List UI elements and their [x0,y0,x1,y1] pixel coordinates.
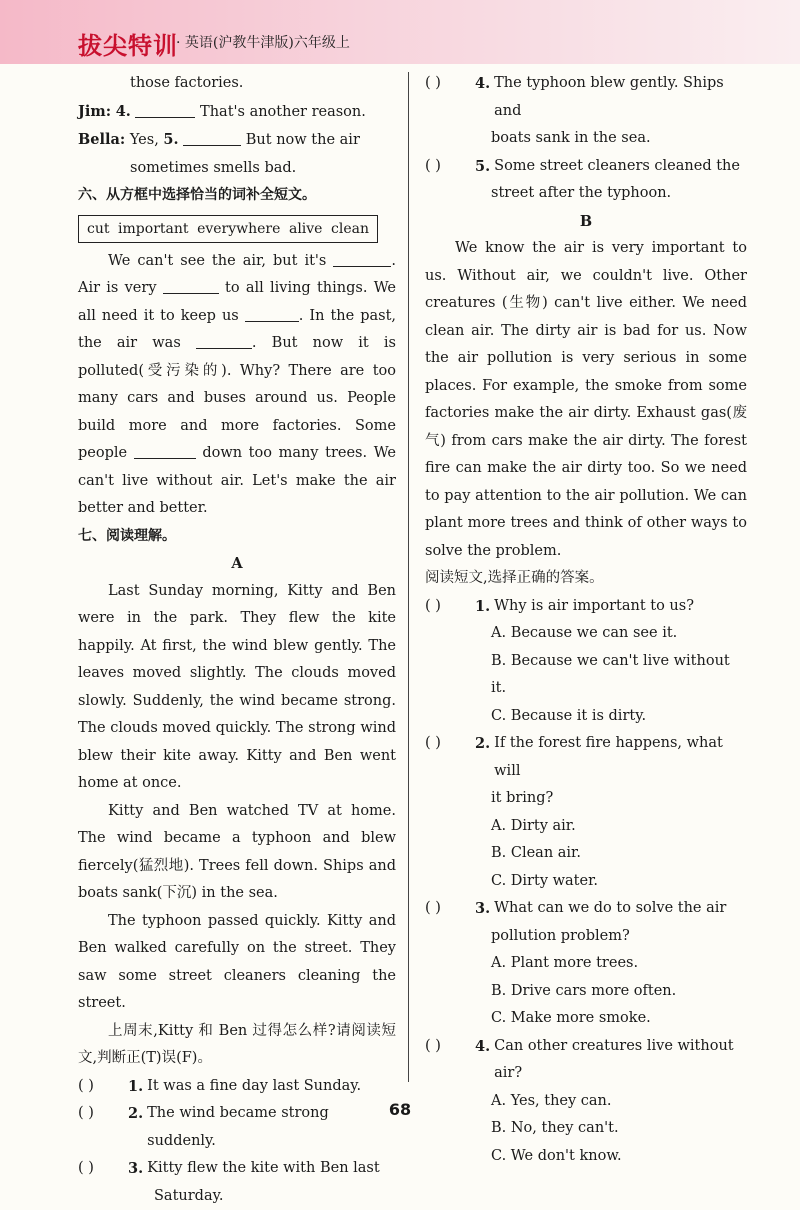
mc-question: ( ) 2. If the forest fire happens, what will [425,730,747,785]
answer-parens[interactable]: ( ) [425,895,475,923]
tf-question: ( ) 4. The typhoon blew gently. Ships and [425,70,747,125]
word-option: everywhere [197,216,280,242]
mc-question: ( ) 4. Can other creatures live without air? [425,1033,747,1088]
mc-option: A. Because we can see it. [425,620,747,648]
brand-title: 拔尖特训 [78,26,178,61]
mc-option: A. Plant more trees. [425,950,747,978]
word-option: alive [289,216,323,242]
answer-parens[interactable]: ( ) [78,1100,128,1155]
tf-question: ( ) 1. It was a fine day last Sunday. [78,1073,396,1101]
passage-b-label: B [425,208,747,236]
tf-question: ( ) 3. Kitty flew the kite with Ben last [78,1155,396,1183]
cloze-passage: We can't see the air, but it's . Air is very to all living things. We all need it to keep us . In the past, the air was . But now it is polluted(受污染的). Why? There are too many cars and buses around us. People build more and more factories. Some people down too many trees. We can't live without air. Let's make the air better and better. [78,248,396,523]
dialog-bella: Bella: Yes, 5. But now the air [78,126,396,155]
passage-a-para1: Last Sunday morning, Kitty and Ben were in the park. They flew the kite happily. At first, the wind blew gently. The leaves moved slightly. The clouds moved slowly. Suddenly, the wind became strong. The clouds moved quickly. The strong wind blew their kite away. Kitty and Ben went home at once. [78,578,396,798]
mc-option: C. Make more smoke. [425,1005,747,1033]
mc-option: B. No, they can't. [425,1115,747,1143]
tf-instruction: 上周末,Kitty 和 Ben 过得怎么样?请阅读短文,判断正(T)误(F)。 [78,1018,396,1073]
word-option: important [118,216,188,242]
book-subtitle: · 英语(沪教牛津版)六年级上 [176,32,350,52]
tf-question: ( ) 5. Some street cleaners cleaned the [425,153,747,181]
question-continuation: Saturday. [78,1183,396,1210]
dialog-jim: Jim: 4. That's another reason. [78,98,396,127]
answer-blank[interactable] [333,250,391,267]
answer-blank[interactable] [183,129,241,146]
answer-blank[interactable] [163,277,219,294]
tf-question: ( ) 2. The wind became strong suddenly. [78,1100,396,1155]
page-number: 68 [0,1100,800,1119]
mc-option: B. Clean air. [425,840,747,868]
page-header [0,0,800,64]
mc-option: B. Drive cars more often. [425,978,747,1006]
question-continuation: street after the typhoon. [425,180,747,208]
mc-option: C. We don't know. [425,1143,747,1171]
question-continuation: it bring? [425,785,747,813]
mc-option: C. Because it is dirty. [425,703,747,731]
dialog-line: those factories. [78,70,396,98]
passage-a-para2: Kitty and Ben watched TV at home. The wind became a typhoon and blew fiercely(猛烈地). Trees fell down. Ships and boats sank(下沉) in the sea. [78,798,396,908]
word-option: clean [331,216,369,242]
passage-a-para3: The typhoon passed quickly. Kitty and Ben walked carefully on the street. They saw some street cleaners cleaning the street. [78,908,396,1018]
word-box [78,215,378,243]
answer-parens[interactable]: ( ) [425,593,475,621]
section-7-title: 七、阅读理解。 [78,523,396,551]
answer-parens[interactable]: ( ) [425,70,475,125]
answer-parens[interactable]: ( ) [425,1033,475,1088]
mc-question: ( ) 1. Why is air important to us? [425,593,747,621]
mc-option: A. Dirty air. [425,813,747,841]
answer-blank[interactable] [196,332,252,349]
answer-parens[interactable]: ( ) [78,1073,128,1101]
dialog-line: sometimes smells bad. [78,155,396,183]
column-divider [408,72,409,1082]
answer-parens[interactable]: ( ) [78,1155,128,1183]
answer-parens[interactable]: ( ) [425,730,475,785]
mc-instruction: 阅读短文,选择正确的答案。 [425,565,747,593]
right-column [425,70,747,1170]
mc-question: ( ) 3. What can we do to solve the air [425,895,747,923]
mc-option: C. Dirty water. [425,868,747,896]
question-continuation: pollution problem? [425,923,747,951]
answer-blank[interactable] [135,101,195,118]
answer-parens[interactable]: ( ) [425,153,475,181]
word-option: cut [87,216,109,242]
left-column [78,70,396,1210]
answer-blank[interactable] [134,442,196,459]
answer-blank[interactable] [245,305,299,322]
section-6-title: 六、从方框中选择恰当的词补全短文。 [78,182,396,210]
passage-b: We know the air is very important to us. Without air, we couldn't live. Other creatures (生物) can't live either. We need clean air. The dirty air is bad for us. Now the air pollution is very serious in some places. For example, the smoke from some factories make the air dirty. Exhaust gas(废气) from cars make the air dirty. The forest fire can make the air dirty too. So we need to pay attention to the air pollution. We can plant more trees and think of other ways to solve the problem. [425,235,747,565]
mc-option: A. Yes, they can. [425,1088,747,1116]
passage-a-label: A [78,550,396,578]
question-continuation: boats sank in the sea. [425,125,747,153]
mc-option: B. Because we can't live without it. [425,648,747,703]
